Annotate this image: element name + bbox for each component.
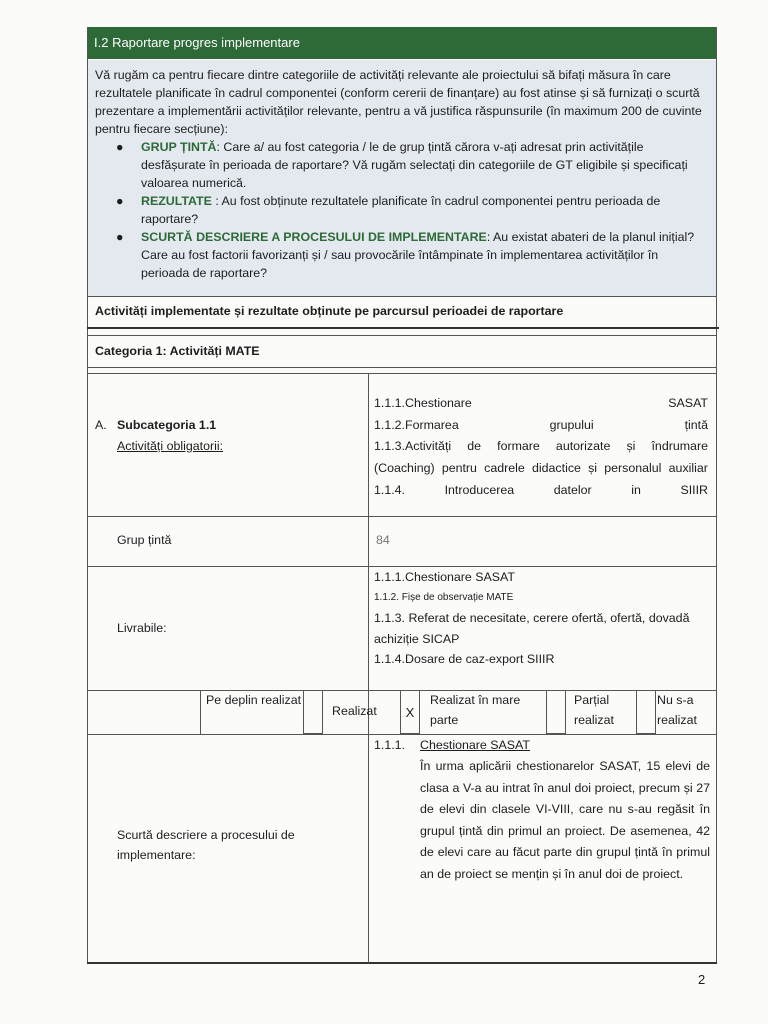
status-realized-checkbox[interactable] [400, 690, 420, 734]
status-realized-label: Realizat [332, 704, 377, 718]
description-label: Scurtă descriere a procesului de implementare: [117, 828, 295, 862]
subcategory-title: Subcategoria 1.1 [117, 418, 217, 432]
deliverable-item: 1.1.4.Dosare de caz-export SIIIR [374, 652, 555, 666]
status-fully-checkbox[interactable] [303, 690, 323, 734]
subcategory-prefix: A. [95, 418, 107, 432]
deliverables-list [374, 567, 710, 670]
mandatory-activities-label: Activități obligatorii: [117, 439, 224, 453]
target-group-label: Grup țintă [117, 533, 172, 547]
status-mostly-checkbox[interactable] [546, 690, 566, 734]
description-item-title: Chestionare SASAT [420, 738, 530, 752]
page-number: 2 [698, 972, 706, 987]
bullet-description: ● SCURTĂ DESCRIERE A PROCESULUI DE IMPLEMENTARE: Au existat abateri de la planul inițial? Care au fost factorii favorizanți și / sau provocările întâmpinate în implementarea activităților în perioada de raportare? [116, 230, 695, 280]
status-partial-label: Parțial realizat [574, 693, 614, 727]
category-heading: Categoria 1: Activități MATE [95, 344, 260, 358]
activity-item: 1.1.2.Formarea grupului țintă [374, 417, 708, 432]
activity-item: (Coaching) pentru cadrele didactice și personalul auxiliar [374, 461, 708, 476]
bullet-results: ● REZULTATE : Au fost obținute rezultatele planificate în cadrul componentei pentru perioada de raportare? [116, 194, 661, 226]
section-header: I.2 Raportare progres implementare [87, 27, 717, 59]
status-partial-checkbox[interactable] [636, 690, 656, 734]
activities-heading: Activități implementate și rezultate obținute pe parcursul perioadei de raportare [95, 304, 564, 318]
description-text: În urma aplicării chestionarelor SASAT, 15 elevi de clasa a V-a au intrat în anul doi proiect, precum și 27 de elevi din clasele VI-VIII, care nu s-au regăsit în grupul țintă din primul an proiect. De asemenea, 42 de elevi care au făcut parte din grupul țintă în primul an de proiect se mențin și în anul doi de proiect. [420, 759, 710, 881]
status-mostly-label: Realizat în mare parte [430, 693, 521, 727]
deliverable-item: 1.1.2. Fișe de observație MATE [374, 591, 514, 603]
instructions-bullets [95, 138, 707, 282]
activity-item: 1.1.4. Introducerea datelor in SIIIR [374, 482, 708, 497]
description-item-number: 1.1.1. [374, 738, 406, 752]
bullet-target-group: ● GRUP ȚINTĂ: Care a/ au fost categoria / le de grup țintă cărora v-ați adresat prin activitățile desfășurate în perioada de raportare? Vă rugăm selectați din categoriile de GT eligibile și specificați valoarea numerică. [116, 140, 688, 190]
deliverable-item: 1.1.1.Chestionare SASAT [374, 570, 515, 584]
check-mark: X [405, 705, 415, 720]
deliverables-label: Livrabile: [117, 621, 167, 635]
activity-item: 1.1.1.Chestionare SASAT [374, 396, 708, 410]
target-group-value: 84 [376, 533, 390, 547]
deliverable-item: 1.1.3. Referat de necesitate, cerere ofertă, ofertă, dovadă achiziție SICAP [374, 611, 690, 646]
instructions-text: Vă rugăm ca pentru fiecare dintre categoriile de activități relevante ale proiectului să bifați măsura în care rezultatele planificate în cadrul componentei (conform cererii de finanțare) au fost atinse și să furnizați o scurtă prezentare a implementării activităților relevante, pentru a vă justifica răspunsurile (în maximum 200 de cuvinte pentru fiecare secțiune): [95, 68, 702, 136]
mandatory-activities-list [374, 393, 708, 502]
activity-item: 1.1.3.Activități de formare autorizate și îndrumare [374, 439, 708, 454]
status-not-label: Nu s-a realizat [657, 693, 697, 727]
status-fully-label: Pe deplin realizat [206, 693, 302, 707]
